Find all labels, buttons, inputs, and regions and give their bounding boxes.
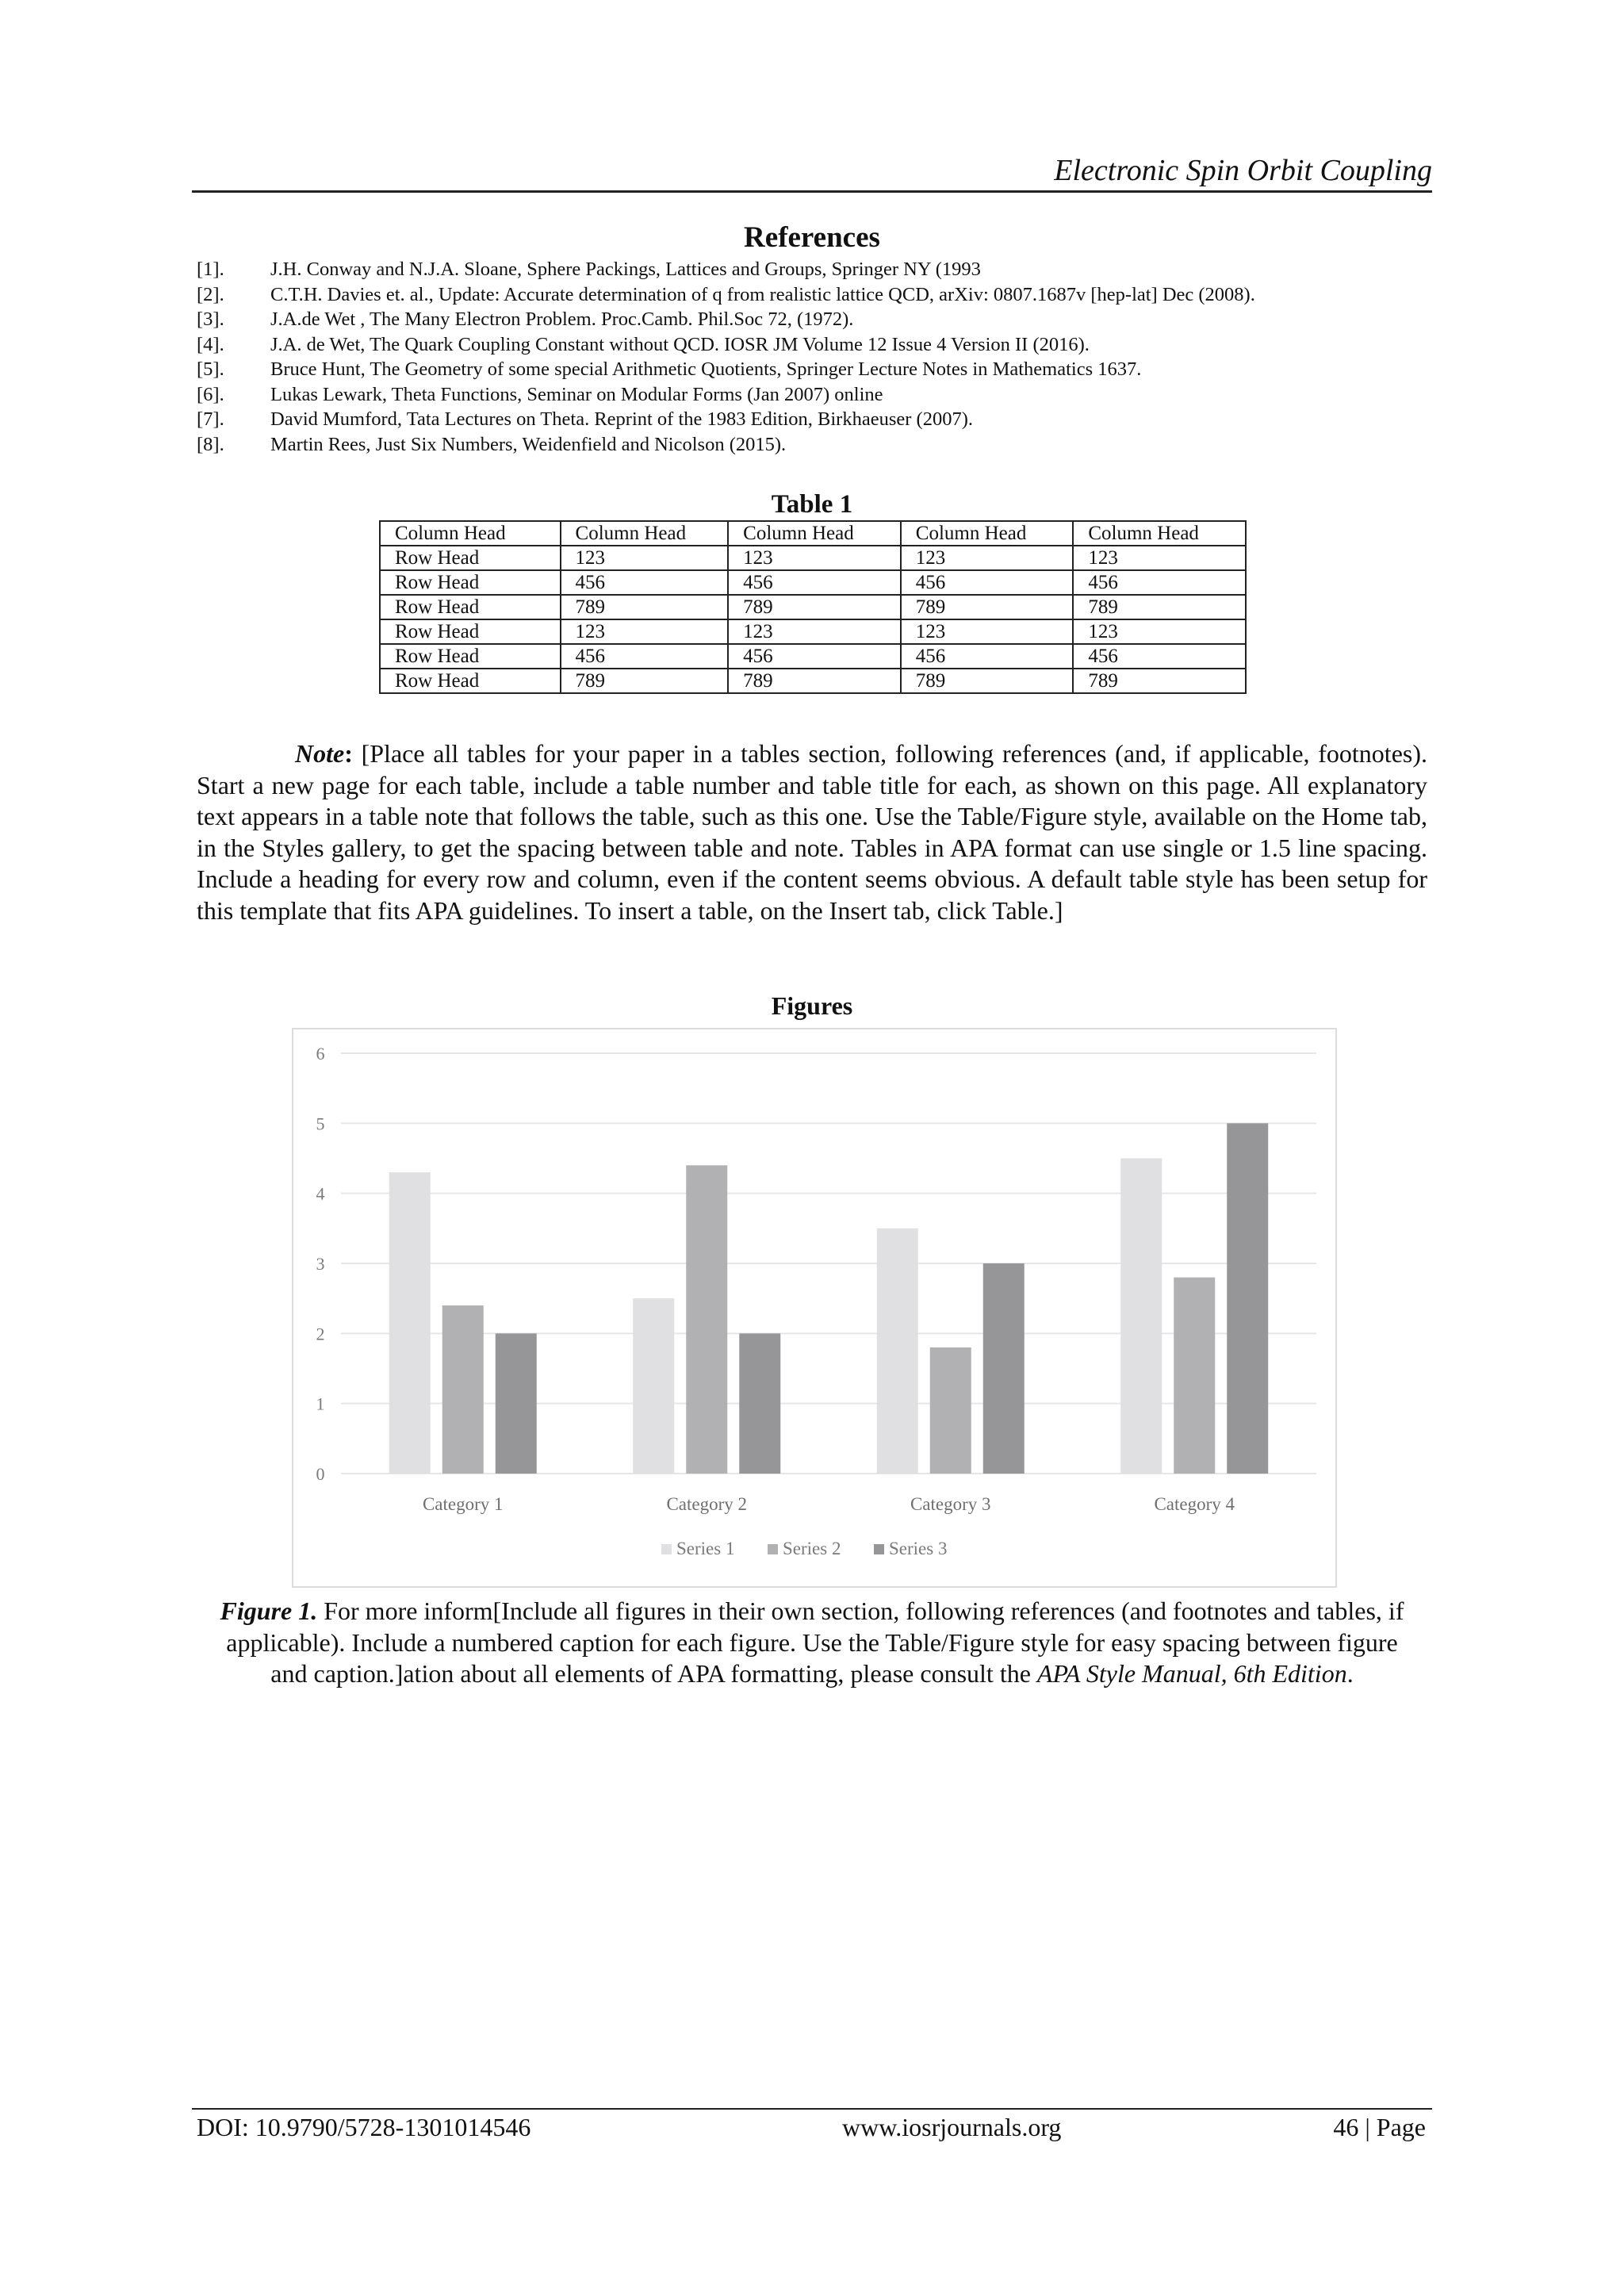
- reference-number: [8].: [197, 433, 224, 455]
- table-cell: 456: [1073, 570, 1246, 595]
- reference-number: [4].: [197, 333, 224, 355]
- legend-swatch: [768, 1544, 778, 1554]
- legend-label: Series 3: [889, 1539, 948, 1558]
- bar-series-3: [1227, 1123, 1268, 1474]
- legend-swatch: [661, 1544, 672, 1554]
- table-cell: 456: [901, 644, 1074, 669]
- reference-text: Bruce Hunt, The Geometry of some special Arithmetic Quotients, Springer Lecture Notes in Mathematics 1637.: [270, 358, 1142, 380]
- reference-text: J.A. de Wet, The Quark Coupling Constant without QCD. IOSR JM Volume 12 Issue 4 Version II (2016).: [270, 333, 1090, 355]
- y-tick-label: 4: [316, 1183, 325, 1204]
- reference-item: [197, 257, 1434, 282]
- y-tick-label: 2: [316, 1324, 325, 1344]
- bar-series-2: [442, 1305, 484, 1474]
- table-row: [380, 619, 1246, 644]
- table-column-head: Column Head: [728, 521, 901, 546]
- table-cell: 456: [1073, 644, 1246, 669]
- table-row-head: Row Head: [380, 619, 561, 644]
- bar-series-1: [1120, 1159, 1162, 1474]
- references-title: References: [744, 221, 880, 254]
- reference-number: [1].: [197, 259, 224, 280]
- table-row-head: Row Head: [380, 546, 561, 570]
- x-tick-label: Category 4: [1154, 1494, 1235, 1514]
- table-row-head: Row Head: [380, 570, 561, 595]
- table-title: Table 1: [771, 490, 853, 519]
- reference-text: J.A.de Wet , The Many Electron Problem. Proc.Camb. Phil.Soc 72, (1972).: [270, 309, 854, 330]
- table-row: [380, 570, 1246, 595]
- reference-number: [5].: [197, 358, 224, 380]
- table-cell: 123: [1073, 546, 1246, 570]
- table-cell: 789: [901, 595, 1074, 619]
- bar-series-2: [686, 1165, 727, 1474]
- running-title: Electronic Spin Orbit Coupling: [1054, 154, 1432, 187]
- references-list: [197, 257, 1434, 457]
- table-cell: 789: [901, 669, 1074, 693]
- header-rule: [192, 190, 1432, 193]
- table-cell: 123: [728, 619, 901, 644]
- reference-item: [197, 282, 1434, 308]
- x-tick-label: Category 1: [422, 1494, 504, 1514]
- bar-series-1: [877, 1228, 918, 1474]
- table-column-head: Column Head: [561, 521, 729, 546]
- bar-series-3: [983, 1263, 1025, 1474]
- y-tick-label: 1: [316, 1393, 325, 1414]
- bar-chart-svg: [293, 1029, 1335, 1586]
- table-cell: 123: [561, 619, 729, 644]
- reference-text: C.T.H. Davies et. al., Update: Accurate determination of q from realistic lattice QCD, arXiv: 0807.1687v [hep-lat] Dec (2008).: [270, 283, 1255, 305]
- reference-item: [197, 307, 1434, 332]
- bar-chart: [292, 1028, 1337, 1588]
- table-cell: 123: [901, 619, 1074, 644]
- footer-website: www.iosrjournals.org: [842, 2113, 1062, 2141]
- bar-series-3: [739, 1333, 780, 1474]
- table-header-row: [380, 521, 1246, 546]
- figures-title: Figures: [771, 991, 853, 1020]
- y-tick-label: 3: [316, 1254, 325, 1274]
- table-cell: 789: [1073, 669, 1246, 693]
- bar-series-2: [930, 1347, 971, 1474]
- legend-label: Series 2: [783, 1539, 841, 1558]
- reference-text: David Mumford, Tata Lectures on Theta. Reprint of the 1983 Edition, Birkhaeuser (2007).: [270, 408, 973, 430]
- y-tick-label: 0: [316, 1464, 325, 1484]
- reference-number: [7].: [197, 408, 224, 430]
- table-column-head: Column Head: [380, 521, 561, 546]
- note-label: Note: [295, 739, 345, 768]
- table-row: [380, 595, 1246, 619]
- table-cell: 123: [1073, 619, 1246, 644]
- table-row-head: Row Head: [380, 644, 561, 669]
- x-tick-label: Category 3: [910, 1494, 991, 1514]
- legend-swatch: [874, 1544, 884, 1554]
- reference-text: J.H. Conway and N.J.A. Sloane, Sphere Packings, Lattices and Groups, Springer NY (1993: [270, 259, 981, 280]
- note-text: [Place all tables for your paper in a tables section, following references (and, if applicable, footnotes). Start a new page for each table, include a table number and table title for each, as shown on this page. All explanatory text appears in a table note that follows the table, such as this one. Use the Table/Figure style, available on the Home tab, in the Styles gallery, to get the spacing between table and note. Tables in APA format can use single or 1.5 line spacing. Include a heading for every row and column, even if the content seems obvious. A default table style has been setup for this template that fits APA guidelines. To insert a table, on the Insert tab, click Table.]: [197, 739, 1428, 925]
- reference-number: [6].: [197, 383, 224, 405]
- table-row: [380, 546, 1246, 570]
- table-cell: 456: [561, 644, 729, 669]
- bar-series-1: [633, 1298, 674, 1474]
- table-cell: 789: [561, 669, 729, 693]
- reference-text: Lukas Lewark, Theta Functions, Seminar on Modular Forms (Jan 2007) online: [270, 383, 883, 405]
- legend-label: Series 1: [676, 1539, 735, 1558]
- table-row-head: Row Head: [380, 669, 561, 693]
- table-cell: 456: [901, 570, 1074, 595]
- y-tick-label: 6: [316, 1044, 325, 1064]
- bar-series-1: [389, 1172, 431, 1474]
- table-cell: 123: [901, 546, 1074, 570]
- table-note: Note: [Place all tables for your paper in a tables section, following references (and, if applicable, footnotes). Start a new page for each table, include a table number and table title for each, as shown on this page. All explanatory text appears in a table note that follows the table, such as this one. Use the Table/Figure style, available on the Home tab, in the Styles gallery, to get the spacing between table and note. Tables in APA format can use single or 1.5 line spacing. Include a heading for every row and column, even if the content seems obvious. A default table style has been setup for this template that fits APA guidelines. To insert a table, on the Insert tab, click Table.]: [197, 739, 1428, 925]
- reference-item: [197, 357, 1434, 382]
- table-row: [380, 669, 1246, 693]
- reference-item: [197, 407, 1434, 432]
- caption-manual-title: APA Style Manual, 6th Edition: [1036, 1659, 1347, 1688]
- x-tick-label: Category 2: [666, 1494, 748, 1514]
- footer-page-number: 46 | Page: [1333, 2113, 1426, 2141]
- reference-item: [197, 382, 1434, 408]
- table-row: [380, 644, 1246, 669]
- reference-number: [2].: [197, 283, 224, 305]
- table-row-head: Row Head: [380, 595, 561, 619]
- table-column-head: Column Head: [901, 521, 1074, 546]
- data-table: [379, 520, 1247, 694]
- reference-number: [3].: [197, 309, 224, 330]
- table-cell: 789: [1073, 595, 1246, 619]
- footer-rule: [192, 2108, 1432, 2110]
- reference-item: [197, 332, 1434, 358]
- caption-text: For more inform[Include all figures in their own section, following references (and footnotes and tables, if applicable). Include a numbered caption for each figure. Use the Table/Figure style for easy spacing between figure and caption.]ation about all elements of APA formatting, please consult the: [226, 1596, 1404, 1688]
- y-tick-label: 5: [316, 1114, 325, 1134]
- bar-series-3: [496, 1333, 537, 1474]
- table-cell: 789: [728, 595, 901, 619]
- table-cell: 456: [728, 644, 901, 669]
- bar-series-2: [1174, 1278, 1215, 1474]
- table-cell: 123: [728, 546, 901, 570]
- table-cell: 123: [561, 546, 729, 570]
- footer-doi: DOI: 10.9790/5728-1301014546: [197, 2113, 531, 2141]
- reference-text: Martin Rees, Just Six Numbers, Weidenfield and Nicolson (2015).: [270, 433, 787, 455]
- table-cell: 456: [728, 570, 901, 595]
- figure-caption: [208, 1596, 1416, 1690]
- figure-label: Figure 1.: [220, 1596, 318, 1625]
- table-column-head: Column Head: [1073, 521, 1246, 546]
- caption-end: .: [1346, 1659, 1354, 1688]
- table-cell: 789: [728, 669, 901, 693]
- reference-item: [197, 432, 1434, 458]
- table-cell: 789: [561, 595, 729, 619]
- table-cell: 456: [561, 570, 729, 595]
